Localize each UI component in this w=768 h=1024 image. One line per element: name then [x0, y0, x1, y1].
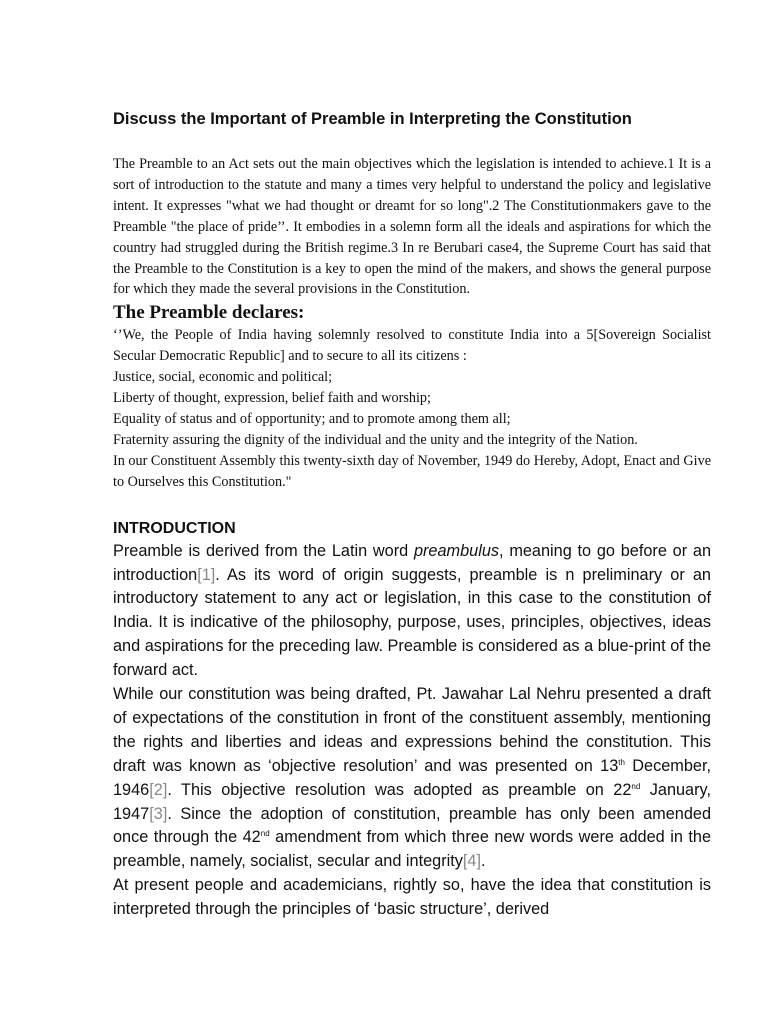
introduction-paragraph-2: While our constitution was being drafted, Pt. Jawahar Lal Nehru presented a draft of expectations of the constitution in front of the constituent assembly, mentioning the rights and liberties and ideas and expressions behind the constitution. This draft was known as ‘objective resolution’ and was presented on 13th December, 1946[2]. This objective resolution was adopted as preamble on 22nd January, 1947[3]. Since the adoption of constitution, preamble has only been amended once through the 42nd amendment from which three new words were added in the preamble, namely, socialist, secular and integrity[4]. [113, 685, 711, 871]
preamble-line: Liberty of thought, expression, belief faith and worship; [113, 390, 431, 407]
footnote-link-2[interactable]: [2] [149, 780, 168, 799]
document-title: Discuss the Important of Preamble in Interpreting the Constitution [113, 110, 632, 128]
latin-term: preambulus [413, 541, 500, 560]
preamble-line: Fraternity assuring the dignity of the individual and the unity and the integrity of the Nation. [113, 431, 638, 448]
introduction-paragraph-3: At present people and academicians, rightly so, have the idea that constitution is interpreted through the principles of ‘basic structure’, derived [113, 876, 711, 919]
introduction-heading: INTRODUCTION [113, 519, 236, 537]
preamble-line: In our Constituent Assembly this twenty-sixth day of November, 1949 do Hereby, Adopt, Enact and Give to Ourselves this Constitution." [113, 452, 711, 490]
preamble-text [113, 325, 711, 492]
introduction-paragraph-1: Preamble is derived from the Latin word preambulus, meaning to go before or an introduction[1]. As its word of origin suggests, preamble is n preliminary or an introductory statement to any act or legislation, in this case to the constitution of India. It is indicative of the philosophy, purpose, uses, principles, objectives, ideas and aspirations for the preceding law. Preamble is considered as a blue-print of the forward act. [113, 541, 712, 680]
footnote-link-4[interactable]: [4] [462, 852, 482, 871]
preamble-line: Justice, social, economic and political; [113, 369, 333, 386]
document-page [113, 108, 711, 922]
preamble-declares-heading: The Preamble declares: [113, 302, 305, 324]
preamble-line: ‘’We, the People of India having solemnly resolved to constitute India into a 5[Sovereign Socialist Secular Democratic Republic] and to secure to all its citizens : [113, 327, 711, 365]
intro-paragraph: The Preamble to an Act sets out the main objectives which the legislation is intended to achieve.1 It is a sort of introduction to the statute and many a times very helpful to understand the policy and legislative intent. It expresses "what we had thought or dreamt for so long".2 The Constitutionmakers gave to the Preamble "the place of pride’’. It embodies in a solemn form all the ideals and aspirations for which the country had struggled during the British regime.3 In re Berubari case4, the Supreme Court has said that the Preamble to the Constitution is a key to open the mind of the makers, and shows the general purpose for which they made the several provisions in the Constitution. [113, 156, 711, 298]
preamble-line: Equality of status and of opportunity; and to promote among them all; [113, 410, 511, 427]
footnote-link-1[interactable]: [1] [197, 565, 216, 584]
footnote-link-3[interactable]: [3] [149, 804, 168, 823]
